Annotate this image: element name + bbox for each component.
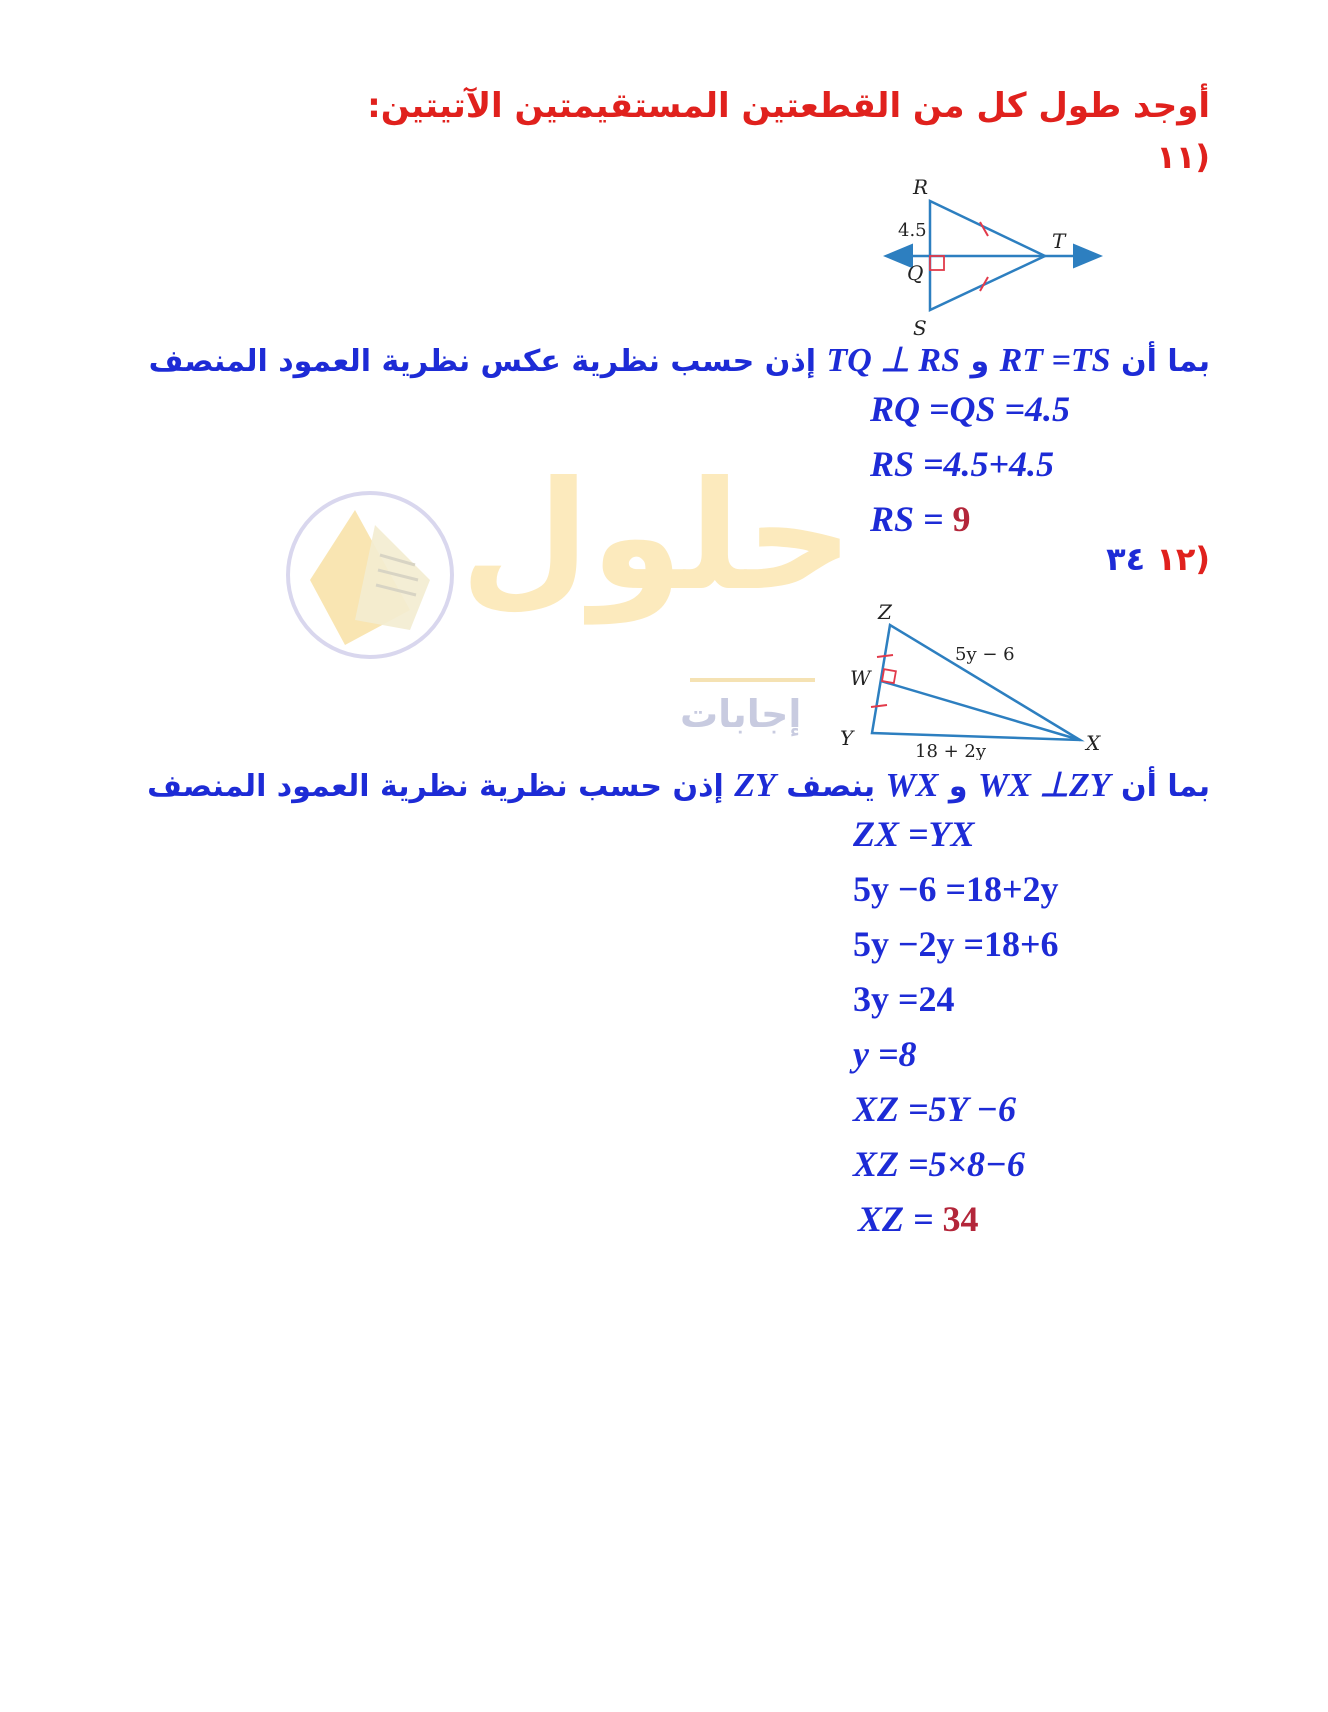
vertex-r-label: R <box>913 175 929 199</box>
problem-11-step-3: RS = 9 <box>870 499 971 539</box>
reason-conj: و <box>970 344 990 379</box>
problem-12-step-6: XZ =5Y −6 <box>853 1089 1016 1129</box>
problem-12-answer: ٣٤ <box>1106 540 1146 578</box>
watermark-logo-text: حلول <box>460 450 854 624</box>
vertex-z-label: Z <box>878 600 892 624</box>
problem-12-number: (١٢ ٣٤ <box>1106 540 1210 578</box>
problem-12-reason <box>147 765 1210 805</box>
reason-conj: و <box>948 769 968 804</box>
problem-12-step-1: ZX =YX <box>853 814 975 854</box>
problem-12-step-7: XZ =5×8−6 <box>853 1144 1025 1184</box>
side-yx-label: 18 + 2y <box>915 741 987 760</box>
reason-end: إذن حسب نظرية نظرية العمود المنصف <box>147 769 724 804</box>
watermark-sub-text: إجابات <box>680 692 802 736</box>
reason-mid: ينصف <box>786 769 876 804</box>
vertex-q-label: Q <box>907 261 924 285</box>
reason-start: بما أن <box>1121 344 1210 379</box>
figure-triangle-zyx <box>830 595 1120 760</box>
problem-12-step-3: 5y −2y =18+6 <box>853 924 1059 964</box>
side-rq-label: 4.5 <box>898 220 927 241</box>
vertex-s-label: S <box>913 316 927 340</box>
watermark-divider <box>690 678 815 682</box>
problem-12-step-4: 3y =24 <box>853 979 955 1019</box>
problem-11-step-2: RS =4.5+4.5 <box>870 444 1055 484</box>
reason-start: بما أن <box>1121 769 1210 804</box>
vertex-y-label: Y <box>840 726 854 750</box>
reason-condition-2: TQ ⊥ RS <box>826 342 960 379</box>
watermark-logo-icon <box>280 470 840 770</box>
watermark <box>280 450 854 770</box>
side-zx-label: 5y − 6 <box>955 644 1015 665</box>
reason-condition-1: WX ⊥ZY <box>977 767 1111 804</box>
problem-12-step-2: 5y −6 =18+2y <box>853 869 1059 909</box>
problem-12-result: 34 <box>942 1199 979 1239</box>
figure-triangle-rts <box>870 170 1110 350</box>
reason-condition-1: RT =TS <box>999 342 1111 379</box>
reason-condition-2: WX <box>885 767 939 804</box>
problem-11-step-1: RQ =QS =4.5 <box>870 389 1071 429</box>
reason-end: إذن حسب نظرية عكس نظرية العمود المنصف <box>148 344 817 379</box>
vertex-t-label: T <box>1052 229 1066 253</box>
reason-condition-3: ZY <box>734 767 776 804</box>
problem-12-step-8: XZ = 34 <box>858 1199 979 1239</box>
problem-12-step-5: y =8 <box>853 1034 917 1074</box>
page-title: أوجد طول كل من القطعتين المستقيمتين الآتيتين: <box>367 86 1210 126</box>
vertex-x-label: X <box>1086 731 1101 755</box>
problem-11-result: 9 <box>952 499 971 539</box>
problem-11-reason <box>149 340 1210 380</box>
vertex-w-label: W <box>850 666 871 690</box>
problem-11-number: (١١ <box>1156 138 1210 176</box>
